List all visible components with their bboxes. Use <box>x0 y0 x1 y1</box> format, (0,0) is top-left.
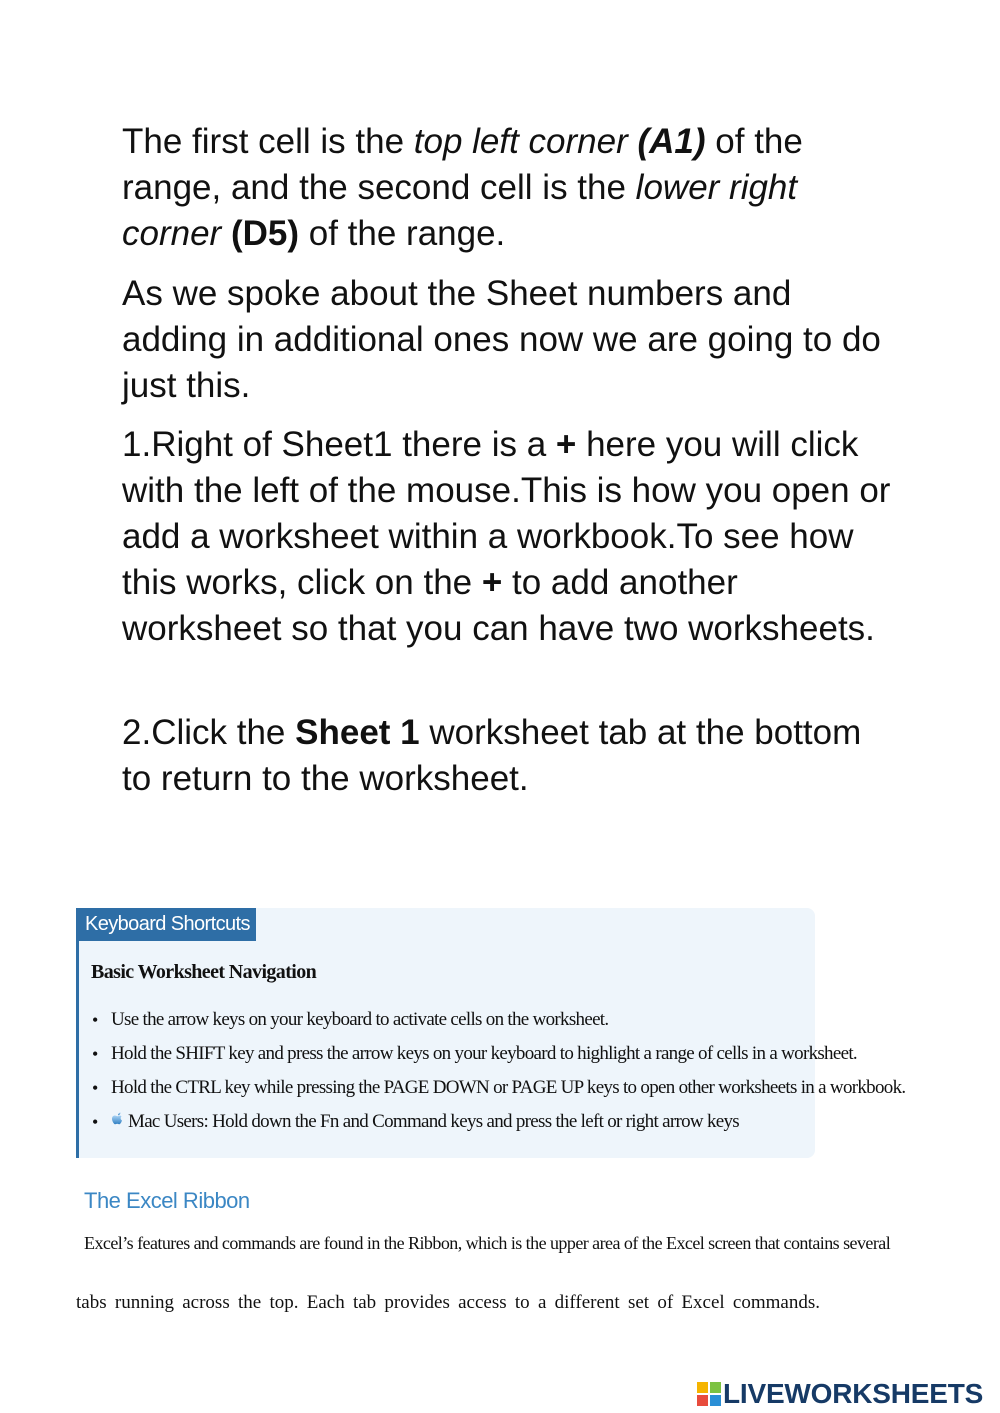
range-paragraph <box>122 119 892 257</box>
bullet: • <box>92 1044 98 1064</box>
text-span: 1.Right of Sheet1 there is a <box>122 425 556 464</box>
step-2-paragraph <box>122 710 892 802</box>
italic-text: top left corner <box>413 122 628 161</box>
ribbon-text-line-1: Excel’s features and commands are found in the Ribbon, which is the upper area of the Excel screen that contains several <box>84 1233 891 1253</box>
sheet-numbers-paragraph: As we spoke about the Sheet numbers and adding in additional ones now we are going to do just this. <box>122 274 881 405</box>
bullet: • <box>92 1010 98 1030</box>
text-span: worksheet tab at the bottom to return to the worksheet. <box>122 713 862 798</box>
bold-italic-a1: (A1) <box>637 122 706 161</box>
apple-icon <box>111 1111 125 1129</box>
italic-text: lower right corner <box>122 168 798 253</box>
basic-navigation-subtitle: Basic Worksheet Navigation <box>91 961 317 983</box>
plus-symbol: + <box>555 425 577 464</box>
excel-ribbon-heading: The Excel Ribbon <box>84 1188 250 1213</box>
bold-d5: (D5) <box>230 214 300 253</box>
text-span: 2.Click the <box>122 713 296 752</box>
step-1-paragraph <box>122 422 892 652</box>
plus-symbol: + <box>481 563 503 602</box>
text-span: here you will click with the left of the mouse.This is how you open or add a worksheet within a workbook.To see how this works, click on the <box>122 425 891 602</box>
list-item: • Use the arrow keys on your keyboard to activate cells on the worksheet. <box>92 1009 609 1030</box>
list-item: • Hold the SHIFT key and press the arrow keys on your keyboard to highlight a range of cells in a worksheet. <box>92 1043 857 1064</box>
text-span: of the range, and the second cell is the <box>122 122 803 207</box>
liveworksheets-logo <box>697 1377 983 1411</box>
keyboard-shortcuts-panel <box>76 908 906 1158</box>
keyboard-shortcuts-title: Keyboard Shortcuts <box>79 908 256 941</box>
text-span: of the range. <box>299 214 506 253</box>
text-span: to add another worksheet so that you can have two worksheets. <box>122 563 875 648</box>
list-item: • Mac Users: Hold down the Fn and Command keys and press the left or right arrow keys <box>92 1111 739 1132</box>
shortcuts-list <box>79 1008 906 1144</box>
bullet: • <box>92 1112 98 1132</box>
text-span: The first cell is the <box>122 122 414 161</box>
liveworksheets-logo-text: LIVEWORKSHEETS <box>723 1378 984 1409</box>
liveworksheets-logo-icon <box>697 1382 721 1406</box>
sheet1-bold: Sheet 1 <box>295 713 420 752</box>
list-item: • Hold the CTRL key while pressing the PAGE DOWN or PAGE UP keys to open other worksheets in a workbook. <box>92 1077 906 1098</box>
ribbon-text-line-2: tabs running across the top. Each tab provides access to a different set of Excel commands. <box>76 1292 820 1313</box>
bullet: • <box>92 1078 98 1098</box>
